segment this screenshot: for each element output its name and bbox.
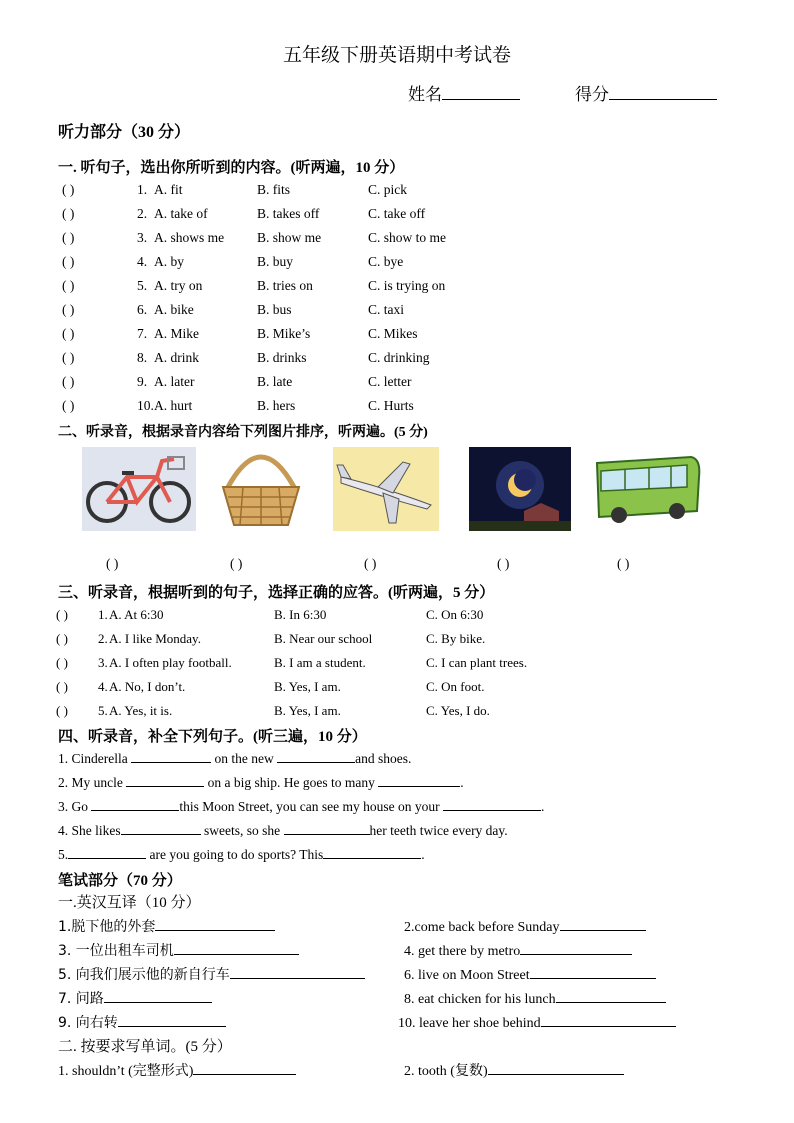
option-b[interactable]: B. In 6:30 xyxy=(274,607,327,622)
translation-item xyxy=(404,940,632,962)
sentence-text: this Moon Street, you can see my house on your xyxy=(179,799,443,814)
sentence-text: are you going to do sports? This xyxy=(146,847,324,862)
picture-answer-4[interactable]: ( ) xyxy=(497,556,510,571)
written-heading: 笔试部分（70 分） xyxy=(58,873,182,889)
option-c[interactable]: C. Yes, I do. xyxy=(426,703,490,718)
answer-paren[interactable]: ( ) xyxy=(62,398,75,413)
option-a[interactable]: A. Yes, it is. xyxy=(109,703,173,718)
sentence-text: 4. She likes xyxy=(58,823,121,838)
option-a[interactable]: A. I often play football. xyxy=(109,655,232,670)
option-c[interactable]: C. taxi xyxy=(368,302,404,317)
option-c[interactable]: C. show to me xyxy=(368,230,447,245)
picture-answer-2[interactable]: ( ) xyxy=(230,556,243,571)
sentence-text: on a big ship. He goes to many xyxy=(204,775,379,790)
part4-heading: 四、听录音，补全下列句子。(听三遍，10 分） xyxy=(58,729,367,745)
bicycle-image xyxy=(82,447,196,531)
option-c[interactable]: C. On foot. xyxy=(426,679,485,694)
question-row xyxy=(62,347,762,369)
question-row xyxy=(62,275,762,297)
item-text: 5. 向我们展示他的新自行车 xyxy=(58,967,230,983)
answer-blank[interactable] xyxy=(230,964,365,979)
answer-blank[interactable] xyxy=(541,1012,676,1027)
option-b[interactable]: B. tries on xyxy=(257,278,313,293)
sentence-text: and shoes. xyxy=(355,751,412,766)
sentence-text: . xyxy=(540,799,545,814)
item-text: 4. get there by metro xyxy=(404,944,521,959)
question-number: 2. xyxy=(98,631,108,646)
option-b[interactable]: B. show me xyxy=(257,230,322,245)
option-b[interactable]: B. bus xyxy=(257,302,292,317)
answer-blank[interactable] xyxy=(91,796,179,811)
option-a[interactable]: A. take of xyxy=(154,206,208,221)
question-row xyxy=(62,395,762,417)
answer-blank[interactable] xyxy=(323,844,421,859)
part3-heading: 三、听录音，根据听到的句子，选择正确的应答。(听两遍，5 分） xyxy=(58,585,495,601)
item-text: 2.come back before Sunday xyxy=(404,920,560,935)
question-row xyxy=(62,251,762,273)
basket-image xyxy=(218,447,304,531)
question-number: 10. xyxy=(137,398,154,413)
answer-paren[interactable]: ( ) xyxy=(56,631,68,646)
option-b[interactable]: B. fits xyxy=(257,182,291,197)
option-a[interactable]: A. At 6:30 xyxy=(109,607,164,622)
written2-item-2 xyxy=(404,1060,624,1082)
name-field[interactable] xyxy=(408,80,520,105)
question-number: 5. xyxy=(98,703,108,718)
night-moon-image xyxy=(469,447,571,531)
sentence-text: on the new xyxy=(211,751,278,766)
option-a[interactable]: A. No, I don’t. xyxy=(109,679,186,694)
question-number: 1. xyxy=(98,607,108,622)
answer-blank[interactable] xyxy=(131,748,211,763)
option-a[interactable]: A. try on xyxy=(154,278,203,293)
written2-item-1-text: 1. shouldn’t (完整形式) xyxy=(58,1064,194,1079)
answer-paren[interactable]: ( ) xyxy=(62,182,75,197)
score-label: 得分 xyxy=(575,85,609,105)
question-number: 3. xyxy=(98,655,108,670)
question-row xyxy=(62,203,762,225)
part1-heading: 一. 听句子，选出你所听到的内容。(听两遍，10 分） xyxy=(58,160,405,176)
option-c[interactable]: C. Hurts xyxy=(368,398,414,413)
written2-heading: 二. 按要求写单词。(5 分） xyxy=(58,1039,232,1055)
answer-blank[interactable] xyxy=(121,820,201,835)
option-a[interactable]: A. hurt xyxy=(154,398,193,413)
question-row xyxy=(62,323,762,345)
question-number: 1. xyxy=(137,182,148,197)
question-row xyxy=(56,676,756,698)
score-blank[interactable] xyxy=(609,85,717,100)
item-text: 7. 问路 xyxy=(58,991,104,1007)
written2-item-2-text: 2. tooth (复数) xyxy=(404,1064,488,1079)
answer-blank[interactable] xyxy=(378,772,460,787)
translation-item xyxy=(404,964,656,986)
option-c[interactable]: C. On 6:30 xyxy=(426,607,484,622)
item-text: 10. leave her shoe behind xyxy=(398,1016,541,1031)
answer-paren[interactable]: ( ) xyxy=(56,607,68,622)
option-b[interactable]: B. buy xyxy=(257,254,294,269)
option-b[interactable]: B. I am a student. xyxy=(274,655,366,670)
answer-paren[interactable]: ( ) xyxy=(62,326,75,341)
picture-answer-5[interactable]: ( ) xyxy=(617,556,630,571)
answer-paren[interactable]: ( ) xyxy=(56,679,68,694)
question-number: 5. xyxy=(137,278,148,293)
answer-blank[interactable] xyxy=(284,820,370,835)
answer-paren[interactable]: ( ) xyxy=(62,302,75,317)
option-c[interactable]: C. By bike. xyxy=(426,631,486,646)
sentence-text: . xyxy=(460,775,464,790)
item-text: 3. 一位出租车司机 xyxy=(58,943,174,959)
sentence-text: 1. Cinderella xyxy=(58,751,132,766)
question-row xyxy=(56,652,756,674)
option-b[interactable]: B. Yes, I am. xyxy=(274,679,341,694)
answer-paren[interactable]: ( ) xyxy=(56,655,68,670)
translation-item xyxy=(404,916,646,938)
answer-paren[interactable]: ( ) xyxy=(62,350,75,365)
option-c[interactable]: C. bye xyxy=(368,254,404,269)
translation-item xyxy=(58,940,299,962)
picture-answer-3[interactable]: ( ) xyxy=(364,556,377,571)
question-number: 4. xyxy=(98,679,108,694)
answer-blank[interactable] xyxy=(174,940,299,955)
answer-paren[interactable]: ( ) xyxy=(62,254,75,269)
answer-paren[interactable]: ( ) xyxy=(62,206,75,221)
answer-blank[interactable] xyxy=(104,988,212,1003)
question-row xyxy=(56,604,756,626)
answer-blank[interactable] xyxy=(530,964,656,979)
answer-paren[interactable]: ( ) xyxy=(62,278,75,293)
answer-blank[interactable] xyxy=(68,844,146,859)
fill-sentence xyxy=(58,844,425,866)
question-row xyxy=(62,371,762,393)
name-blank[interactable] xyxy=(442,85,520,100)
option-b[interactable]: B. Near our school xyxy=(274,631,373,646)
question-number: 2. xyxy=(137,206,148,221)
option-c[interactable]: C. is trying on xyxy=(368,278,446,293)
option-b[interactable]: B. Mike’s xyxy=(257,326,311,341)
item-text: 8. eat chicken for his lunch xyxy=(404,992,556,1007)
item-text: 1.脱下他的外套 xyxy=(58,919,156,935)
option-b[interactable]: B. drinks xyxy=(257,350,307,365)
picture-answer-1[interactable]: ( ) xyxy=(106,556,119,571)
answer-blank[interactable] xyxy=(556,988,666,1003)
sentence-text: 2. My uncle xyxy=(58,775,127,790)
answer-blank[interactable] xyxy=(520,940,632,955)
fill-sentence xyxy=(58,796,544,818)
option-b[interactable]: B. hers xyxy=(257,398,296,413)
score-field[interactable] xyxy=(575,80,717,105)
sentence-text: . xyxy=(421,847,425,862)
option-a[interactable]: A. bike xyxy=(154,302,194,317)
translation-item xyxy=(398,1012,676,1034)
question-row xyxy=(62,179,762,201)
question-number: 6. xyxy=(137,302,148,317)
item-text: 6. live on Moon Street xyxy=(404,968,530,983)
page-title: 五年级下册英语期中考试卷 xyxy=(282,45,511,66)
item-text: 9. 向右转 xyxy=(58,1015,118,1031)
option-b[interactable]: B. late xyxy=(257,374,293,389)
option-c[interactable]: C. take off xyxy=(368,206,426,221)
question-number: 8. xyxy=(137,350,148,365)
question-row xyxy=(56,700,756,722)
fill-sentence xyxy=(58,748,411,770)
part2-heading: 二、听录音，根据录音内容给下列图片排序，听两遍。(5 分) xyxy=(58,425,428,440)
question-number: 9. xyxy=(137,374,148,389)
question-row xyxy=(62,227,762,249)
question-number: 4. xyxy=(137,254,148,269)
answer-blank[interactable] xyxy=(155,916,275,931)
fill-sentence xyxy=(58,772,464,794)
translation-item xyxy=(58,1012,226,1034)
answer-blank[interactable] xyxy=(443,796,541,811)
option-b[interactable]: B. takes off xyxy=(257,206,320,221)
answer-paren[interactable]: ( ) xyxy=(62,374,75,389)
option-c[interactable]: C. drinking xyxy=(368,350,430,365)
option-a[interactable]: A. by xyxy=(154,254,184,269)
question-number: 7. xyxy=(137,326,148,341)
option-c[interactable]: C. Mikes xyxy=(368,326,418,341)
airplane-image xyxy=(333,447,439,531)
option-a[interactable]: A. fit xyxy=(154,182,183,197)
answer-blank[interactable] xyxy=(277,748,355,763)
sentence-text: sweets, so she xyxy=(200,823,284,838)
sentence-text: her teeth twice every day. xyxy=(369,823,508,838)
option-a[interactable]: A. drink xyxy=(154,350,199,365)
option-a[interactable]: A. later xyxy=(154,374,195,389)
sentence-text: 5. xyxy=(58,847,69,862)
answer-blank[interactable] xyxy=(488,1060,624,1075)
answer-blank[interactable] xyxy=(118,1012,226,1027)
option-a[interactable]: A. Mike xyxy=(154,326,199,341)
translation-item xyxy=(58,964,365,986)
name-label: 姓名 xyxy=(408,85,442,105)
answer-blank[interactable] xyxy=(193,1060,296,1075)
option-c[interactable]: C. I can plant trees. xyxy=(426,655,528,670)
option-b[interactable]: B. Yes, I am. xyxy=(274,703,341,718)
question-number: 3. xyxy=(137,230,148,245)
written2-item-1 xyxy=(58,1060,296,1082)
translation-item xyxy=(58,916,275,938)
answer-paren[interactable]: ( ) xyxy=(62,230,75,245)
translation-item xyxy=(404,988,666,1010)
answer-blank[interactable] xyxy=(126,772,204,787)
fill-sentence xyxy=(58,820,508,842)
listening-heading: 听力部分（30 分） xyxy=(58,124,191,141)
sentence-text: 3. Go xyxy=(58,799,92,814)
option-c[interactable]: C. letter xyxy=(368,374,412,389)
answer-blank[interactable] xyxy=(560,916,646,931)
option-a[interactable]: A. I like Monday. xyxy=(109,631,201,646)
translation-item xyxy=(58,988,212,1010)
written1-heading: 一.英汉互译（10 分） xyxy=(58,895,201,911)
question-row xyxy=(56,628,756,650)
option-a[interactable]: A. shows me xyxy=(154,230,225,245)
bus-image xyxy=(591,447,703,531)
answer-paren[interactable]: ( ) xyxy=(56,703,68,718)
option-c[interactable]: C. pick xyxy=(368,182,407,197)
question-row xyxy=(62,299,762,321)
